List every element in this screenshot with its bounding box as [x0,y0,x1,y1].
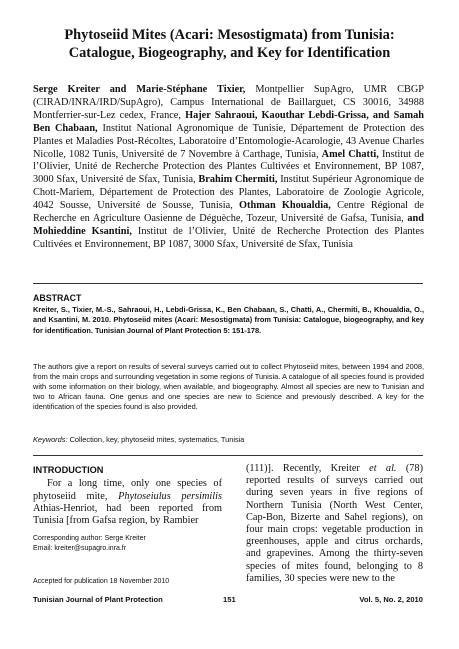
intro-left-column [33,464,222,527]
abstract-citation: Kreiter, S., Tixier, M.-S., Sahraoui, H., Lebdi-Grissa, K., Ben Chabaan, S., Chatti, A., Chermiti, B., Khoualdia, O., and Ksantini, M. 2010. Phytoseiid mites (Acari: Mesostigmata) from Tunisia: Catalogue, biogeography, and key for identification. Tunisian Journal of Plant Protection 5: 151-178. [33,305,424,335]
paper-title [30,26,429,62]
acceptance-date: Accepted for publication 18 November 2010 [33,578,170,585]
title-line-1: Phytoseiid Mites (Acari: Mesostigmata) from Tunisia: [64,27,395,43]
keywords-label: Keywords: [33,435,68,444]
abstract-heading: ABSTRACT [33,293,82,303]
intro-paragraph [33,478,222,527]
volume-info: Vol. 5, No. 2, 2010 [359,595,423,604]
corresponding-author: Corresponding author: Serge Kreiter [33,535,146,542]
intro-right-a: (111)]. Recently, Kreiter [246,463,370,474]
intro-heading: INTRODUCTION [33,465,104,475]
author-group-2: Hajer Sahraoui, Kaouthar Lebdi-Grissa, and Samah Ben Chabaan, [33,109,424,134]
intro-right-b: (78) reported results of surveys carried out during seven years in five regions of Northern Tunisia (North West Center, Cap-Bon, Bizerte and Sahel regions), on four main crops: vegetable production in greenhouses, apple and citrus orchards, and grapevines. Among the thirty-seven species of mites found, belonging to 8 families, 30 species were new to the [246,463,423,584]
divider-top [33,283,423,284]
affiliation-2: Institut National Agronomique de Tunisie, Département de Protection des Plantes et Maladies Post-Récoltes, Laboratoire d’Entomologie-Acarologie, 43 Avenue Charles Nicolle, 1082 Tunis, Université de 7 Novembre à Carthage, Tunisia, [33,122,424,160]
corresponding-email: Email: kreiter@supagro.inra.fr [33,544,127,552]
intro-text-b: Athias-Henriot, had been reported from Tunisia [from Gafsa region, by Rambier [33,502,222,527]
author-group-3: Amel Chatti, [321,148,379,160]
intro-continuation [246,463,423,585]
affiliation-1: Montpellier SupAgro, UMR CBGP (CIRAD/INRA/IRD/SupAgro), Campus International de Baillarguet, CS 30016, 34988 Montferrier-sur-Lez cedex, France, [33,84,424,121]
species-name: Phytoseiulus persimilis [118,490,222,502]
author-group-5: Othman Khoualdia, [239,200,331,212]
intro-right-column [246,463,423,585]
abstract-body: The authors give a report on results of several surveys carried out to collect Phytoseiid mites, between 1994 and 2008, from the main crops and surrounding vegetation in some regions of Tunisia. A catalogue of all species found is provided with some information on their biology, when available, and biogeography. Almost all species are new to Tunisian and two to African fauna. One genus and one species are new to Science and previously described. A key for the identification of the species found is also provided. [33,362,424,412]
author-affiliations [33,84,424,252]
keywords-text: Collection, key, phytoseiid mites, systematics, Tunisia [67,435,245,444]
affiliation-5: Centre Régional de Recherche en Agriculture Oasienne de Déguèche, Tozeur, Université de Gafsa, Tunisia, [33,200,424,225]
author-group-6: and Mohieddine Ksantini, [33,213,424,237]
et-al: et al. [369,463,397,474]
affiliation-4: Institut Supérieur Agronomique de Chott-Mariem, Département de Protection des Plantes, Laboratoire de Zoologie Agricole, 4042 Sousse, Université de Sousse, Tunisia, [33,174,424,212]
title-line-2: Catalogue, Biogeography, and Key for Identification [68,45,391,61]
affiliation-6: Institut de l’Olivier, Unité de Recherche Protection des Plantes Cultivées et Environnement, BP 1087, 3000 Sfax, Université de Sfax, Tunisia [33,225,424,250]
journal-name: Tunisian Journal of Plant Protection [33,595,163,604]
correspondence-note [33,534,222,553]
divider-bottom [33,455,423,456]
affiliation-3: Institut de l’Olivier, Unité de Recherche Protection des Plantes Cultivées et Environnement, BP 1087, 3000 Sfax, Université de Sfax, Tunisia, [33,148,425,186]
author-group-1: Serge Kreiter and Marie-Stéphane Tixier, [33,84,246,95]
author-group-4: Brahim Chermiti, [198,174,278,186]
page-number: 151 [223,595,236,604]
keywords-line [33,435,424,444]
intro-text-a: For a long time, only one species of phytoseiid mite, [33,478,222,502]
